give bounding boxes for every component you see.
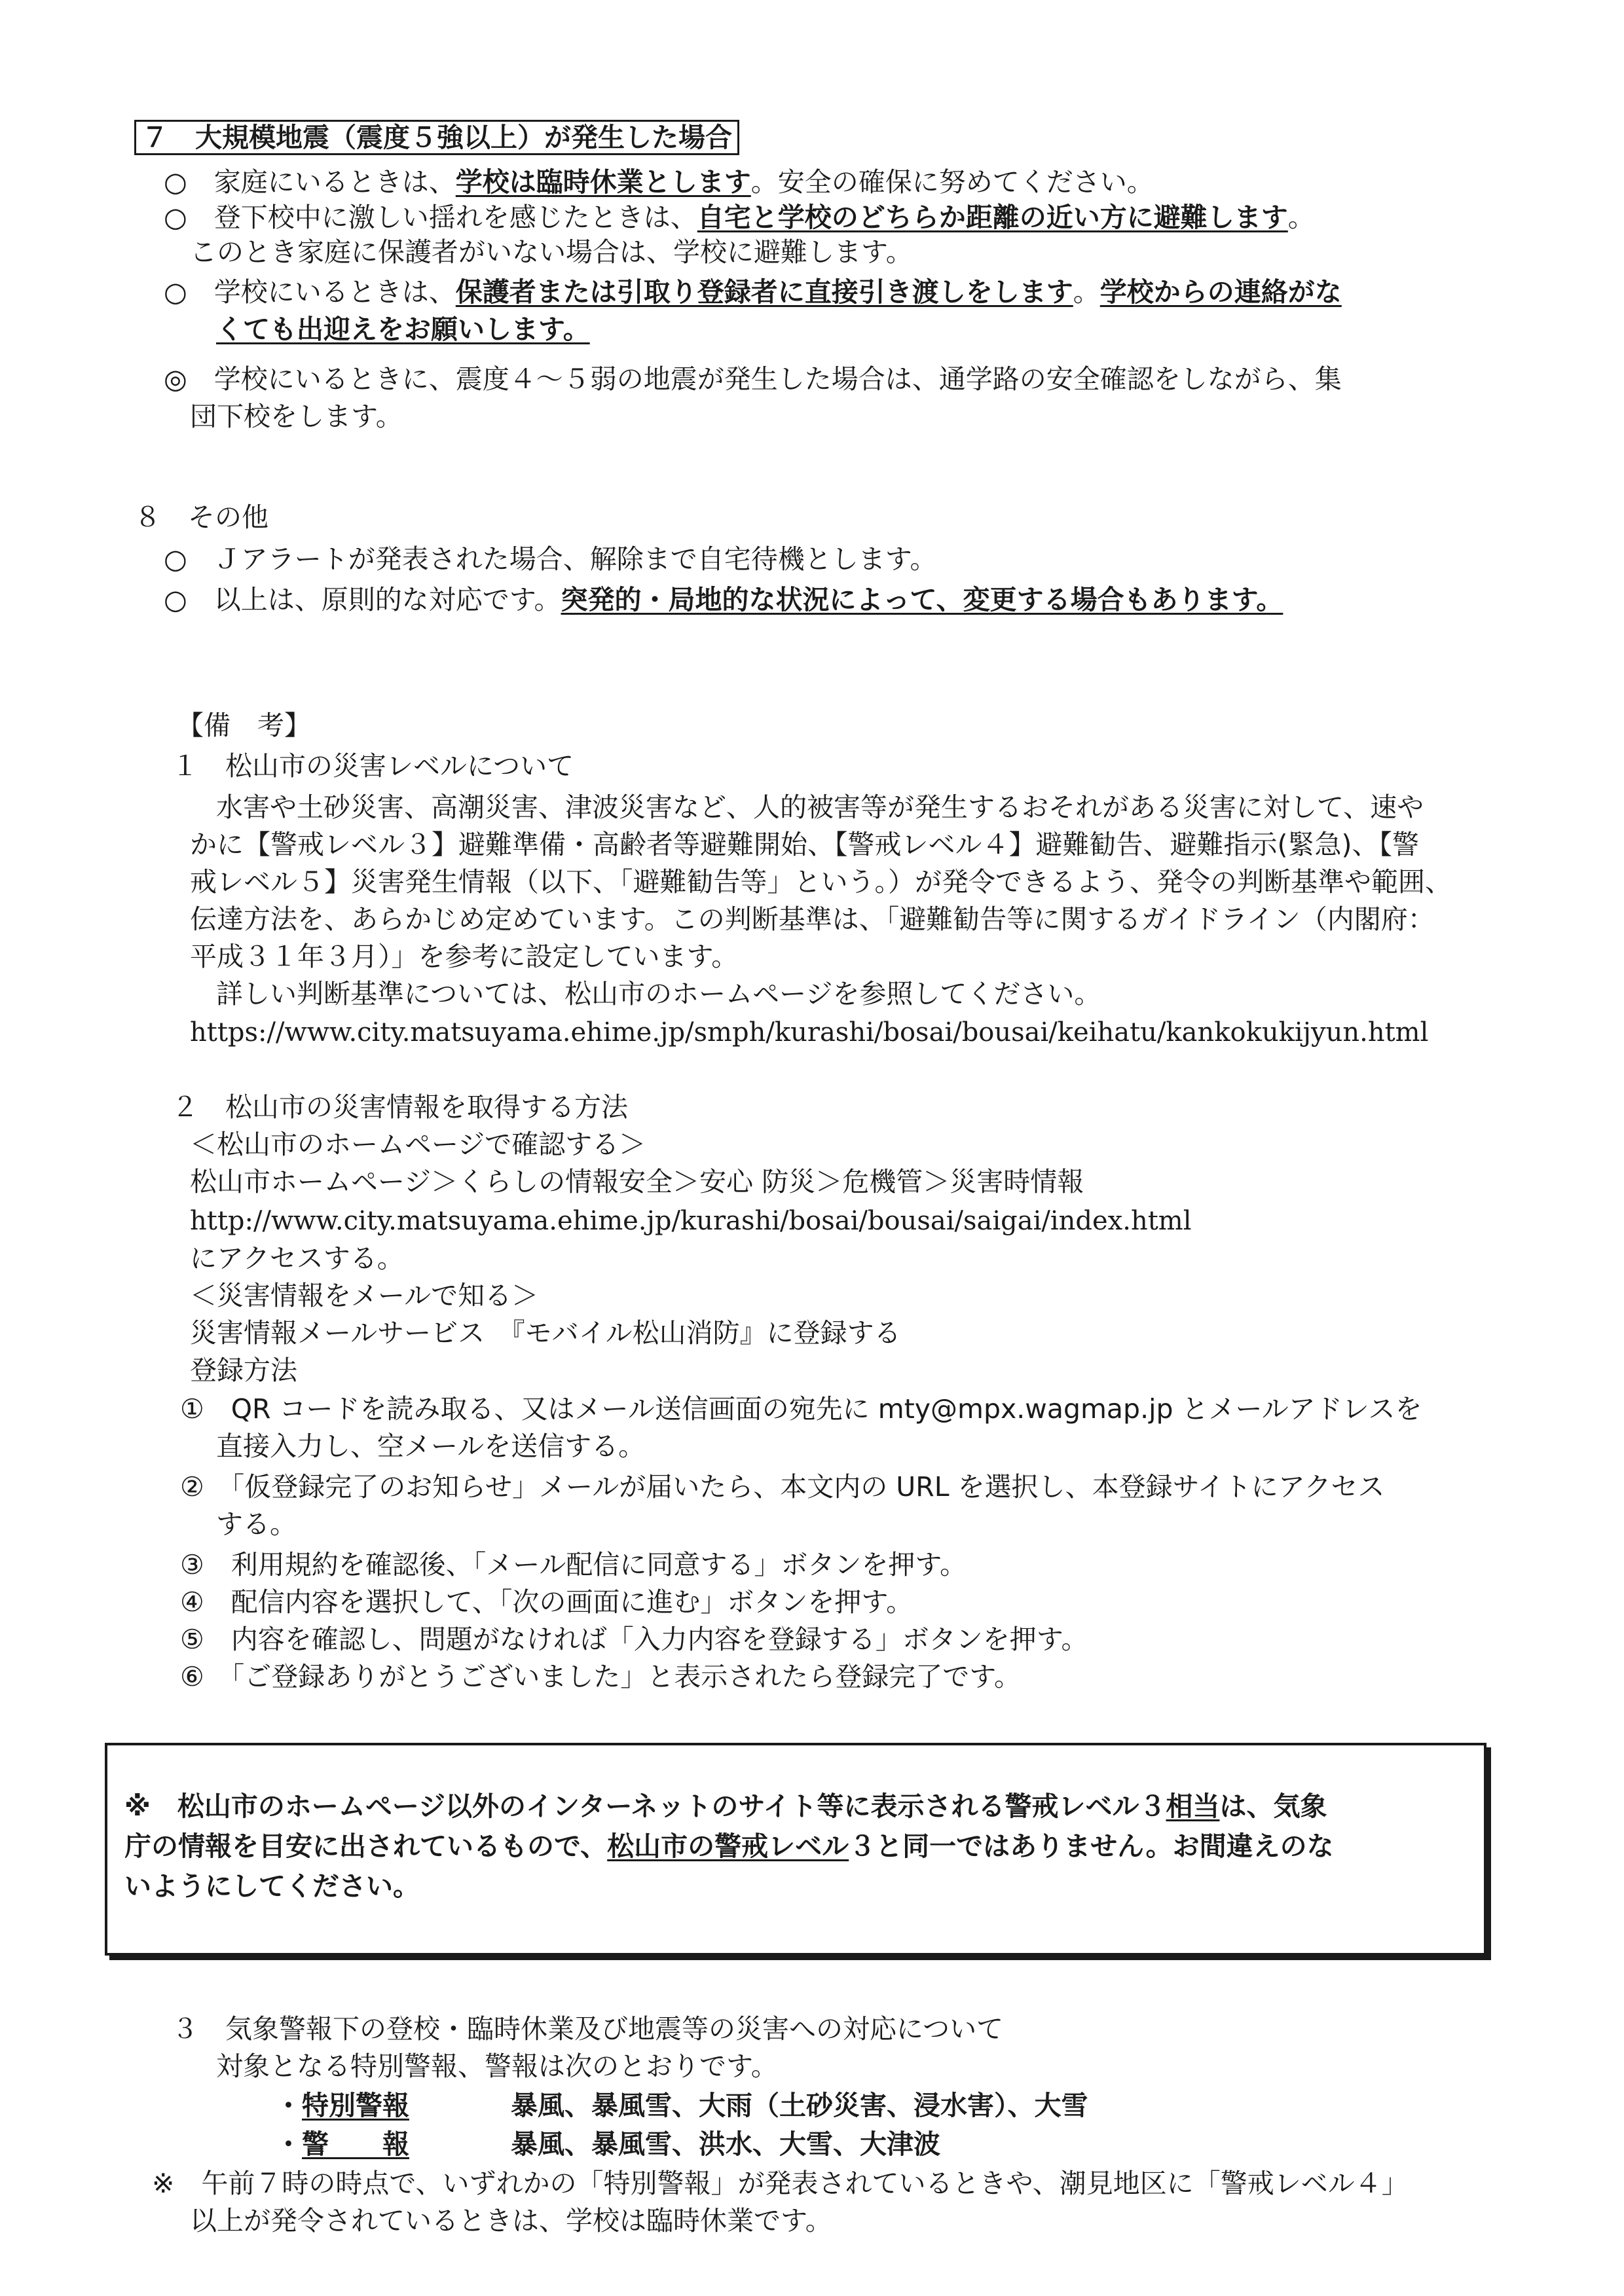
step-1-line-1: ① QR コードを読み取る、又はメール送信画面の宛先に mty@mpx.wagmap.jp とメールアドレスを — [180, 1393, 1422, 1425]
notes-heading: 【備 考】 — [177, 710, 311, 741]
special-warning-values: 暴風、暴風雪、大雨（土砂災害、浸水害）、大雪 — [511, 2090, 1088, 2121]
step-6: ⑥ 「ご登録ありがとうございました」と表示されたら登録完了です。 — [180, 1661, 1021, 1692]
s8-line-2-emphasis: 突発的・局地的な状況によって、変更する場合もあります。 — [561, 584, 1283, 615]
s7-line-1-pre: ○ 家庭にいるときは、 — [164, 166, 456, 198]
section-7-title: ７ 大規模地震（震度５強以上）が発生した場合 — [134, 120, 739, 155]
special-warning-row: ・特別警報 — [275, 2090, 409, 2121]
note-2-registration-method: 登録方法 — [190, 1355, 297, 1386]
s8-line-2-pre: ○ 以上は、原則的な対応です。 — [164, 584, 561, 615]
note-2-access: にアクセスする。 — [190, 1243, 404, 1274]
s7-line-2-pre: ○ 登下校中に激しい揺れを感じたときは、 — [164, 202, 697, 233]
s7-line-1-post: 。安全の確保に努めてください。 — [750, 166, 1154, 198]
note-1-para-line-4: 伝達方法を、あらかじめ定めています。この判断基準は、「避難勧告等に関するガイドライン（内閣府： — [190, 903, 1435, 935]
note-2-subheading-mail: ＜災害情報をメールで知る＞ — [190, 1280, 539, 1311]
warning-row: ・警 報 — [275, 2128, 409, 2160]
notice-line-1-a: ※ 松山市のホームページ以外のインターネットのサイト等に表示される警戒レベル３ — [124, 1791, 1166, 1822]
s7-line-4-pre: ○ 学校にいるときは、 — [164, 276, 456, 308]
s7-line-4-emphasis-2: 学校からの連絡がな — [1099, 276, 1342, 308]
note-3-intro: 対象となる特別警報、警報は次のとおりです。 — [216, 2050, 778, 2082]
note-2-subheading-homepage: ＜松山市のホームページで確認する＞ — [190, 1129, 646, 1160]
notice-line-2-emphasis: 松山市の警戒レベル — [607, 1831, 849, 1862]
note-1-para-line-2: かに【警戒レベル３】避難準備・高齢者等避難開始、【警戒レベル４】避難勧告、避難指示(緊急)、【警 — [190, 829, 1419, 860]
s7-line-1 — [164, 165, 1154, 200]
step-2-line-2: する。 — [216, 1508, 297, 1540]
s7-line-2-post: 。 — [1287, 202, 1315, 233]
s7-line-1-emphasis: 学校は臨時休業とします — [455, 166, 751, 198]
s7-line-5 — [216, 312, 590, 347]
step-4: ④ 配信内容を選択して、「次の画面に進む」ボタンを押す。 — [180, 1586, 913, 1618]
note-1-title: １ 松山市の災害レベルについて — [172, 750, 574, 782]
step-5: ⑤ 内容を確認し、問題がなければ「入力内容を登録する」ボタンを押す。 — [180, 1624, 1088, 1655]
step-1-line-2: 直接入力し、空メールを送信する。 — [216, 1430, 646, 1462]
s7-line-4 — [164, 275, 1342, 310]
note-1-url-link[interactable]: https://www.city.matsuyama.ehime.jp/smph/kurashi/bosai/bousai/keihatu/kankokukijyun.html — [190, 1017, 1429, 1048]
s7-line-2-emphasis: 自宅と学校のどちらか距離の近い方に避難します — [697, 202, 1288, 233]
s8-line-1: ○ Ｊアラートが発表された場合、解除まで自宅待機とします。 — [164, 543, 937, 575]
note-2-url-link[interactable]: http://www.city.matsuyama.ehime.jp/kurashi/bosai/bousai/saigai/index.html — [190, 1206, 1192, 1236]
notice-line-1-emphasis: 相当 — [1166, 1791, 1220, 1822]
s7-line-4-mid: 。 — [1073, 276, 1100, 308]
special-warning-label: 特別警報 — [302, 2090, 409, 2121]
s7-line-7: 団下校をします。 — [190, 401, 403, 432]
notice-line-2-b: ３と同一ではありません。お間違えのな — [849, 1831, 1334, 1862]
s7-line-6: ◎ 学校にいるときに、震度４～５弱の地震が発生した場合は、通学路の安全確認をしながら、集 — [164, 363, 1342, 395]
note-2-homepage-path: 松山市ホームページ＞くらしの情報安全＞安心 防災＞危機管＞災害時情報 — [190, 1166, 1084, 1197]
note-1-para-line-1: 水害や土砂災害、高潮災害、津波災害など、人的被害等が発生するおそれがある災害に対して、速や — [216, 792, 1424, 823]
note-3-footnote-line-1: ※ 午前７時の時点で、いずれかの「特別警報」が発表されているときや、潮見地区に「警戒レベル４」 — [152, 2168, 1409, 2199]
section-7-heading — [134, 120, 739, 155]
note-1-para-line-6: 詳しい判断基準については、松山市のホームページを参照してください。 — [216, 978, 1101, 1010]
notice-line-1 — [124, 1789, 1327, 1824]
note-2-mail-service: 災害情報メールサービス 『モバイル松山消防』に登録する — [190, 1317, 901, 1349]
step-3: ③ 利用規約を確認後、「メール配信に同意する」ボタンを押す。 — [180, 1549, 967, 1580]
s7-line-2 — [164, 200, 1315, 235]
s7-line-5-emphasis: くても出迎えをお願いします。 — [216, 314, 590, 345]
notice-line-1-b: は、気象 — [1219, 1791, 1327, 1822]
section-8-title: ８ その他 — [134, 501, 268, 533]
note-1-para-line-3: 戒レベル５】災害発生情報（以下、「避難勧告等」という。）が発令できるよう、発令の判断基準や範囲、 — [190, 866, 1452, 898]
note-2-title: ２ 松山市の災害情報を取得する方法 — [172, 1091, 628, 1123]
step-2-line-1: ② 「仮登録完了のお知らせ」メールが届いたら、本文内の URL を選択し、本登録サイトにアクセス — [180, 1471, 1385, 1503]
s7-line-3: このとき家庭に保護者がいない場合は、学校に避難します。 — [190, 236, 913, 268]
notice-line-3: いようにしてください。 — [124, 1870, 420, 1902]
warning-values: 暴風、暴風雪、洪水、大雪、大津波 — [511, 2128, 940, 2160]
note-1-para-line-5: 平成３１年３月）」を参考に設定しています。 — [190, 941, 739, 972]
s7-line-4-emphasis-1: 保護者または引取り登録者に直接引き渡しをします — [455, 276, 1073, 308]
notice-line-2 — [124, 1829, 1334, 1864]
notice-line-2-a: 庁の情報を目安に出されているもので、 — [124, 1831, 608, 1862]
warning-label: 警 報 — [302, 2128, 409, 2160]
note-3-footnote-line-2: 以上が発令されているときは、学校は臨時休業です。 — [190, 2205, 832, 2236]
s8-line-2 — [164, 583, 1283, 617]
note-3-title: ３ 気象警報下の登校・臨時休業及び地震等の災害への対応について — [172, 2013, 1004, 2045]
